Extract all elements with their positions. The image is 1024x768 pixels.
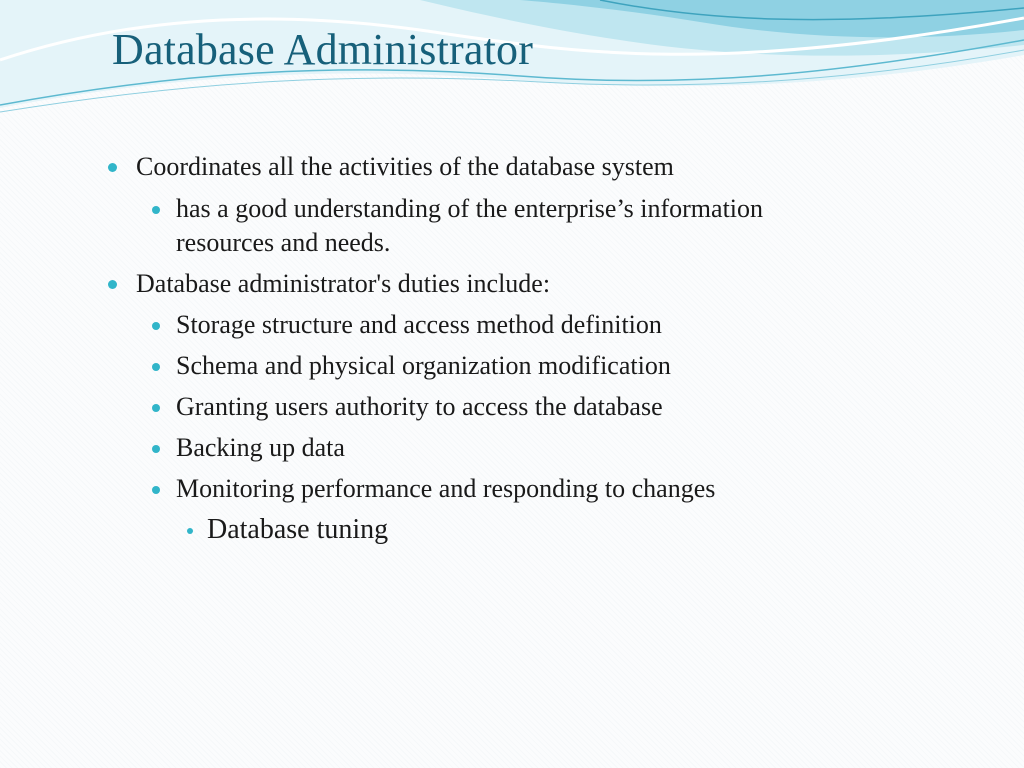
sub-bullet-item (176, 472, 715, 506)
sub-sub-bullet-item (207, 512, 388, 548)
bullet-marker (152, 445, 160, 453)
bullet-item (136, 267, 550, 301)
sub-bullet-item (176, 431, 345, 465)
bullet-marker (108, 163, 117, 172)
sub-bullet-item (176, 390, 663, 424)
bullet-text: Database tuning (207, 514, 389, 545)
bullet-text: Granting users authority to access the database (176, 392, 663, 421)
slide-title: Database Administrator (112, 25, 534, 74)
bullet-marker (187, 528, 193, 534)
sub-bullet-item (176, 349, 671, 383)
bullet-text: Database administrator's duties include: (136, 269, 551, 298)
sub-bullet-item (176, 192, 816, 260)
bullet-marker (152, 486, 160, 494)
bullet-marker (152, 363, 160, 371)
bullet-text: Coordinates all the activities of the database system (136, 152, 674, 181)
bullet-marker (152, 322, 160, 330)
bullet-text: Monitoring performance and responding to changes (176, 474, 716, 503)
bullet-text: has a good understanding of the enterprise’s information resources and needs. (176, 194, 764, 257)
bullet-text: Storage structure and access method definition (176, 310, 662, 339)
bullet-text: Backing up data (176, 433, 345, 462)
bullet-text: Schema and physical organization modification (176, 351, 671, 380)
bullet-item (136, 150, 674, 184)
bullet-marker (152, 206, 160, 214)
bullet-marker (152, 404, 160, 412)
sub-bullet-item (176, 308, 662, 342)
bullet-marker (108, 280, 117, 289)
